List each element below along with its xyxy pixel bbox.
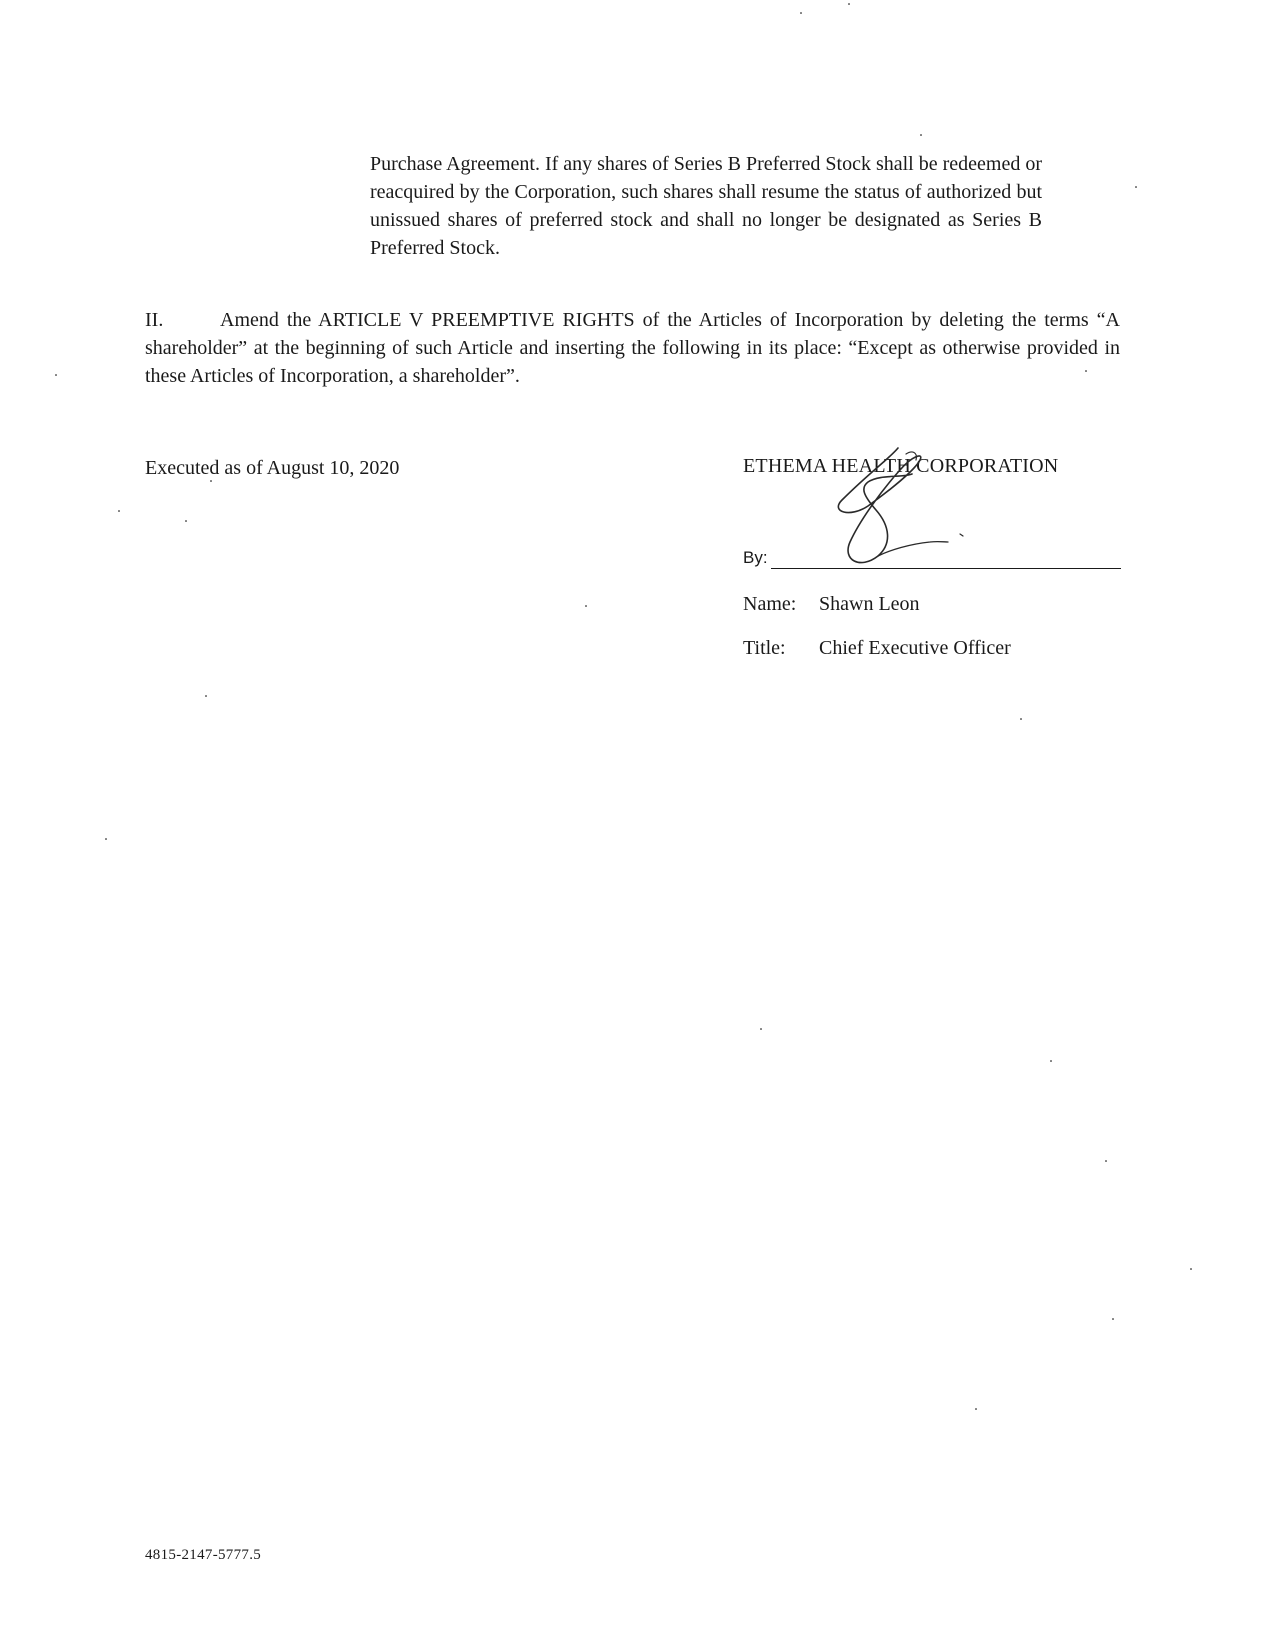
scan-speck (1135, 186, 1137, 188)
scan-speck (920, 134, 922, 136)
scan-speck (1085, 370, 1087, 372)
signatory-title-row (743, 634, 1011, 662)
name-label: Name: (743, 593, 797, 615)
company-name: ETHEMA HEALTH CORPORATION (743, 455, 1059, 477)
scan-speck (585, 605, 587, 607)
scan-speck (975, 1408, 977, 1410)
document-id: 4815-2147-5777.5 (145, 1547, 262, 1563)
scan-speck (1190, 1268, 1192, 1270)
amendment-number: II. (145, 309, 164, 331)
scan-speck (118, 510, 120, 512)
amendment-text: Amend the ARTICLE V PREEMPTIVE RIGHTS of the Articles of Incorporation by deleting the terms “A shareholder” at the beginning of such Article and inserting the following in its place: “Except as otherwise provided in these Articles of Incorporation, a shareholder”. (145, 309, 1120, 387)
scan-speck (185, 520, 187, 522)
scan-speck (760, 1028, 762, 1030)
scan-speck (55, 374, 57, 376)
by-label: By: (743, 548, 768, 567)
scan-speck (105, 838, 107, 840)
continuation-paragraph: Purchase Agreement. If any shares of Series B Preferred Stock shall be redeemed or reacquired by the Corporation, such shares shall resume the status of authorized but unissued shares of preferred stock and shall no longer be designated as Series B Preferred Stock. (370, 153, 1042, 259)
signatory-name-row (743, 590, 920, 618)
scan-speck (205, 695, 207, 697)
amendment-paragraph (145, 306, 1120, 390)
scan-speck (848, 3, 850, 5)
scan-speck (1105, 1160, 1107, 1162)
signatory-name: Shawn Leon (819, 593, 920, 615)
handwritten-signature-icon (820, 430, 970, 580)
scan-speck (1020, 718, 1022, 720)
title-label: Title: (743, 637, 786, 659)
scan-speck (800, 12, 802, 14)
scan-speck (1050, 1060, 1052, 1062)
scan-speck (210, 480, 212, 482)
scan-speck (1112, 1318, 1114, 1320)
signatory-title: Chief Executive Officer (819, 637, 1011, 659)
executed-date: Executed as of August 10, 2020 (145, 457, 400, 479)
